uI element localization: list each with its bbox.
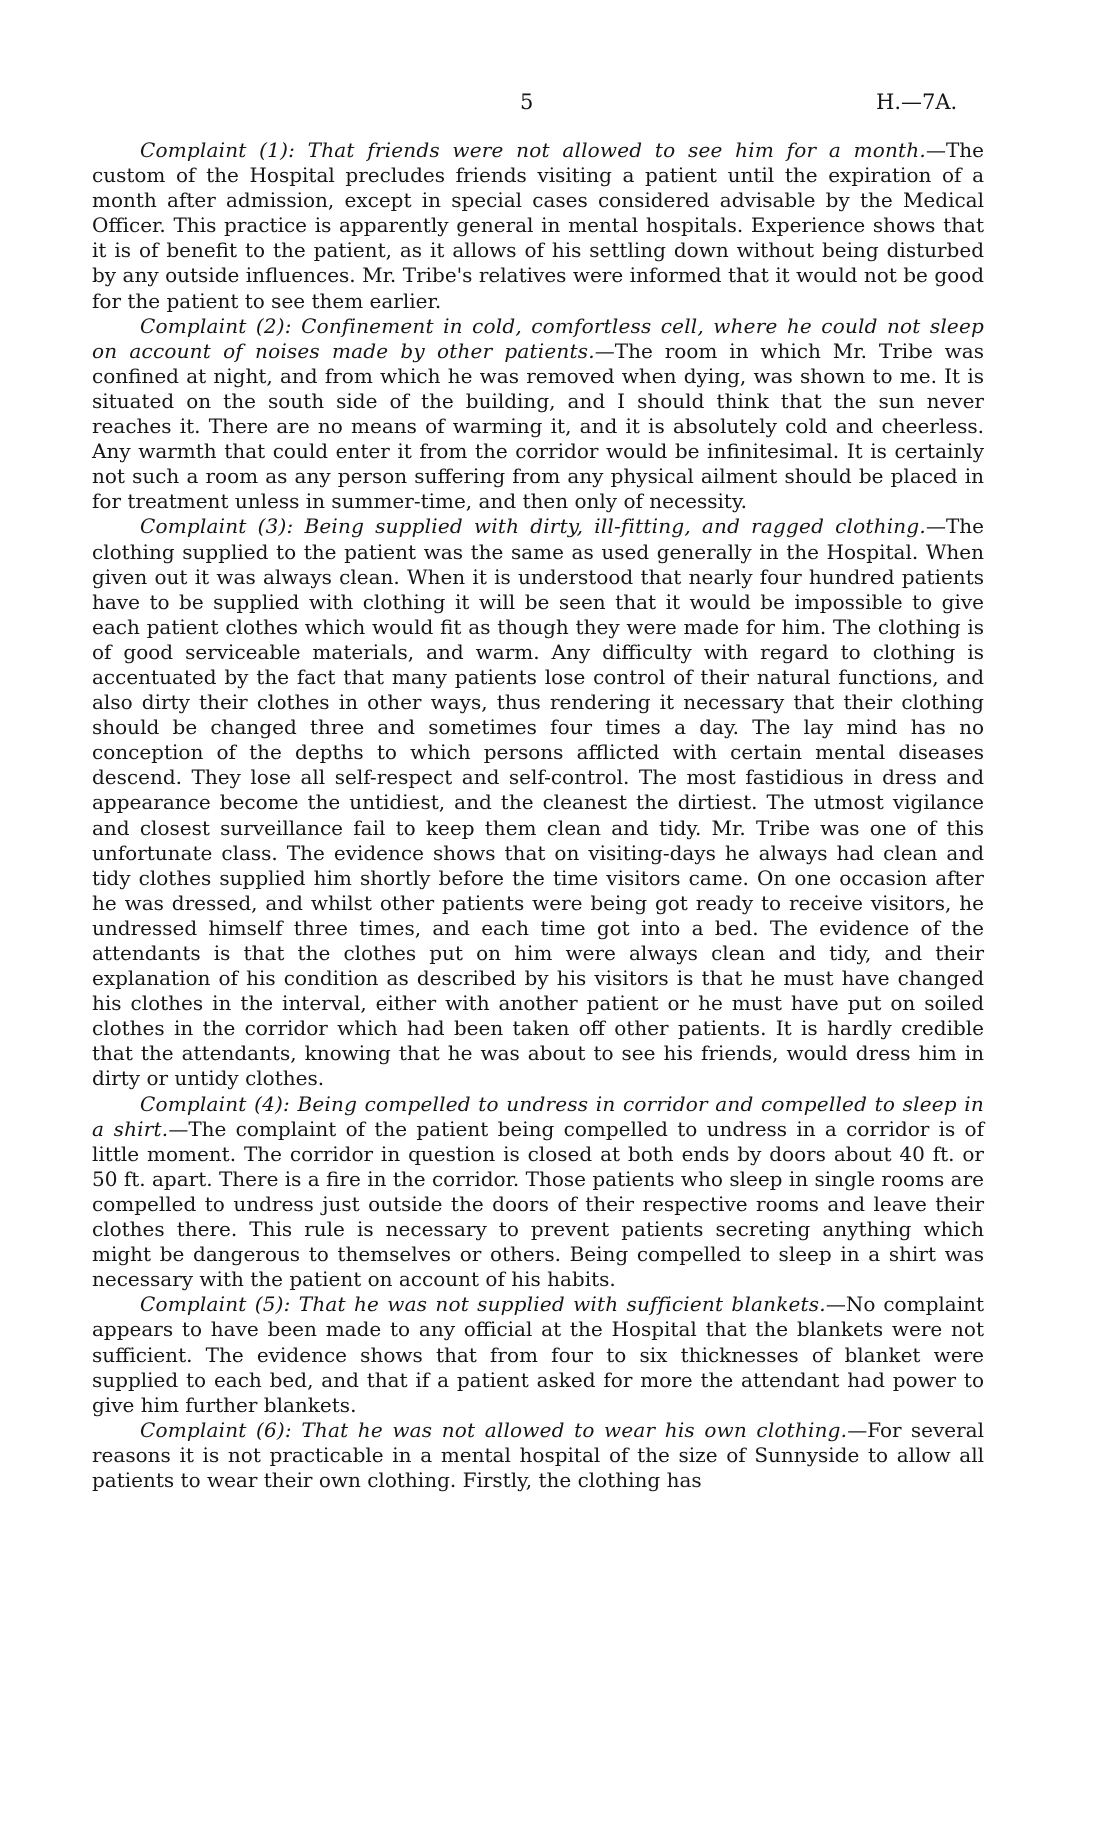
complaint-paragraph-3 [92, 514, 984, 1091]
complaint-heading: Complaint (3): Being supplied with dirty, ill-fitting, and ragged clothing. [140, 514, 926, 539]
complaint-heading: Complaint (2): Confinement in cold, comfortless cell, where he could not sleep on account of noises made by other patients. [92, 313, 984, 363]
complaint-response: —The custom of the Hospital precludes friends visiting a patient until the expiration of a month after admission, except in special cases considered advisable by the Medical Officer. This practice is apparently general in mental hospitals. Experience shows that it is of benefit to the patient, as it allows of his settling down without being disturbed by any outside influences. Mr. Tribe's relatives were informed that it would not be good for the patient to see them earlier. [92, 138, 984, 313]
complaint-response: —The clothing supplied to the patient was the same as used generally in the Hospital. When given out it was always clean. When it is understood that nearly four hundred patients have to be supplied with clothing it will be seen that it would be impossible to give each patient clothes which would fit as though they were made for him. The clothing is of good serviceable materials, and warm. Any difficulty with regard to clothing is accentuated by the fact that many patients lose control of their natural functions, and also dirty their clothes in other ways, thus rendering it necessary that their clothing should be changed three and sometimes four times a day. The lay mind has no conception of the depths to which persons afflicted with certain mental diseases descend. They lose all self-respect and self-control. The most fastidious in dress and appearance become the untidiest, and the cleanest the dirtiest. The utmost vigilance and closest surveillance fail to keep them clean and tidy. Mr. Tribe was one of this unfortunate class. The evidence shows that on visiting-days he always had clean and tidy clothes supplied him shortly before the time visitors came. On one occasion after he was dressed, and whilst other patients were being got ready to receive visitors, he undressed himself three times, and each time got into a bed. The evidence of the attendants is that the clothes put on him were always clean and tidy, and their explanation of his condition as described by his visitors is that he must have changed his clothes in the interval, either with another patient or he must have put on soiled clothes in the corridor which had been taken off other patients. It is hardly credible that the attendants, knowing that he was about to see his friends, would dress him in dirty or untidy clothes. [92, 514, 984, 1091]
complaint-heading: Complaint (4): Being compelled to undress in corridor and compelled to sleep in a shirt. [92, 1091, 984, 1141]
page-number: 5 [520, 90, 534, 114]
complaint-heading: Complaint (6): That he was not allowed to wear his own clothing. [140, 1417, 848, 1442]
complaint-heading: Complaint (1): That friends were not allowed to see him for a month. [140, 138, 926, 162]
complaint-paragraph-6 [92, 1418, 984, 1493]
complaint-heading: Complaint (5): That he was not supplied with sufficient blankets. [140, 1292, 826, 1317]
parliamentary-reference: H.—7A. [876, 90, 958, 114]
complaint-paragraph-5 [92, 1292, 984, 1417]
complaint-response: —The complaint of the patient being compelled to undress in a corridor is of little moment. The corridor in question is closed at both ends by doors about 40 ft. or 50 ft. apart. There is a fire in the corridor. Those patients who sleep in single rooms are compelled to undress just outside the doors of their respective rooms and leave their clothes there. This rule is necessary to prevent patients secreting anything which might be dangerous to themselves or others. Being compelled to sleep in a shirt was necessary with the patient on account of his habits. [92, 1116, 984, 1292]
page-header [0, 90, 1114, 120]
complaint-paragraph-4 [92, 1092, 984, 1293]
body-text [92, 138, 984, 1493]
complaint-paragraph-2 [92, 314, 984, 515]
complaint-response: —No complaint appears to have been made to any official at the Hospital that the blankets were not sufficient. The evidence shows that from four to six thicknesses of blanket were supplied to each bed, and that if a patient asked for more the attendant had power to give him further blankets. [92, 1292, 985, 1417]
complaint-response: —The room in which Mr. Tribe was confined at night, and from which he was removed when dying, was shown to me. It is situated on the south side of the building, and I should think that the sun never reaches it. There are no means of warming it, and it is absolutely cold and cheerless. Any warmth that could enter it from the corridor would be infinitesimal. It is certainly not such a room as any person suffering from any physical ailment should be placed in for treatment unless in summer-time, and then only of necessity. [92, 338, 984, 514]
complaint-response: —For several reasons it is not practicable in a mental hospital of the size of Sunnyside to allow all patients to wear their own clothing. Firstly, the clothing has [92, 1417, 984, 1492]
complaint-paragraph-1 [92, 138, 984, 314]
